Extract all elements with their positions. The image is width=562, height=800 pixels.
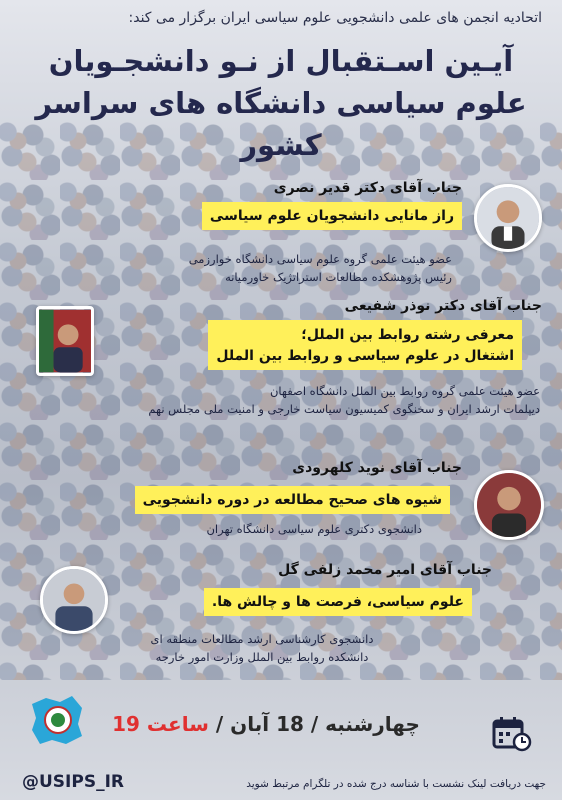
speaker-2-photo [36,306,94,376]
speaker-3-name: جناب آقای نوید کلهرودی [292,460,462,476]
speaker-4-desc-1: دانشجوی کارشناسی ارشد مطالعات منطقه ای [150,632,374,646]
date-separator-1: / [303,712,326,736]
speaker-4-desc-2: دانشکده روابط بین الملل وزارت امور خارجه [155,650,369,664]
speaker-3 [42,460,462,538]
speaker-2-name: جناب آقای دکتر نوذر شفیعی [344,298,542,314]
speaker-1-bio [72,246,452,286]
event-date-value: 18 آبان [230,712,304,736]
speaker-1-desc-2: رئیس پژوهشکده مطالعات استراتژیک خاورمیانه [225,270,452,284]
event-title [10,40,552,166]
organizer-line: اتحادیه انجمن های علمی دانشجویی علوم سیاسی ایران برگزار می کند: [128,10,542,26]
iran-map-logo [26,690,86,750]
calendar-clock-icon [492,716,532,752]
event-date [90,712,442,736]
date-separator-2: / [208,712,231,736]
event-time: ساعت 19 [112,712,209,736]
speaker-1-topic: راز مانایی دانشجویان علوم سیاسی [202,202,462,230]
title-line-1: آیـین اسـتقبال از نـو دانشجـویان [48,44,514,78]
speaker-4 [122,562,542,616]
speaker-2-topic-1: معرفی رشته روابط بین الملل؛ [301,327,514,343]
speaker-3-topic: شیوه های صحیح مطالعه در دوره دانشجویی [135,486,450,514]
speaker-4-name: جناب آقای امیر محمد زلفی گل [278,562,492,578]
speaker-3-desc-1: دانشجوی دکتری علوم سیاسی دانشگاه تهران [206,522,422,536]
speaker-3-photo [474,470,544,540]
telegram-note: جهت دریافت لینک نشست با شناسه درج شده در تلگرام مرتبط شوید [246,778,546,790]
speaker-1 [82,180,462,230]
speaker-4-bio [72,626,452,666]
speaker-1-desc-1: عضو هیئت علمی گروه علوم سیاسی دانشگاه خوارزمی [188,252,452,266]
event-day: چهارشنبه [325,712,420,736]
title-line-2: علوم سیاسی دانشگاه های سراسر کشور [35,86,527,162]
speaker-2-bio [10,378,540,418]
social-handle[interactable]: @USIPS_IR [22,772,124,792]
speaker-4-topic: علوم سیاسی، فرصت ها و چالش ها. [204,588,472,616]
speaker-2-topic-2: اشتغال در علوم سیاسی و روابط بین الملل [216,348,514,364]
speaker-1-name: جناب آقای دکتر قدیر نصری [273,180,462,196]
speaker-1-photo [474,184,542,252]
speaker-2 [102,298,542,370]
speaker-2-desc-1: عضو هیئت علمی گروه روابط بین الملل دانشگاه اصفهان [269,384,540,398]
speaker-2-desc-2: دیپلمات ارشد ایران و سخنگوی کمیسیون سیاست خارجی و امنیت ملی مجلس نهم [148,402,540,416]
speaker-4-photo [40,566,108,634]
